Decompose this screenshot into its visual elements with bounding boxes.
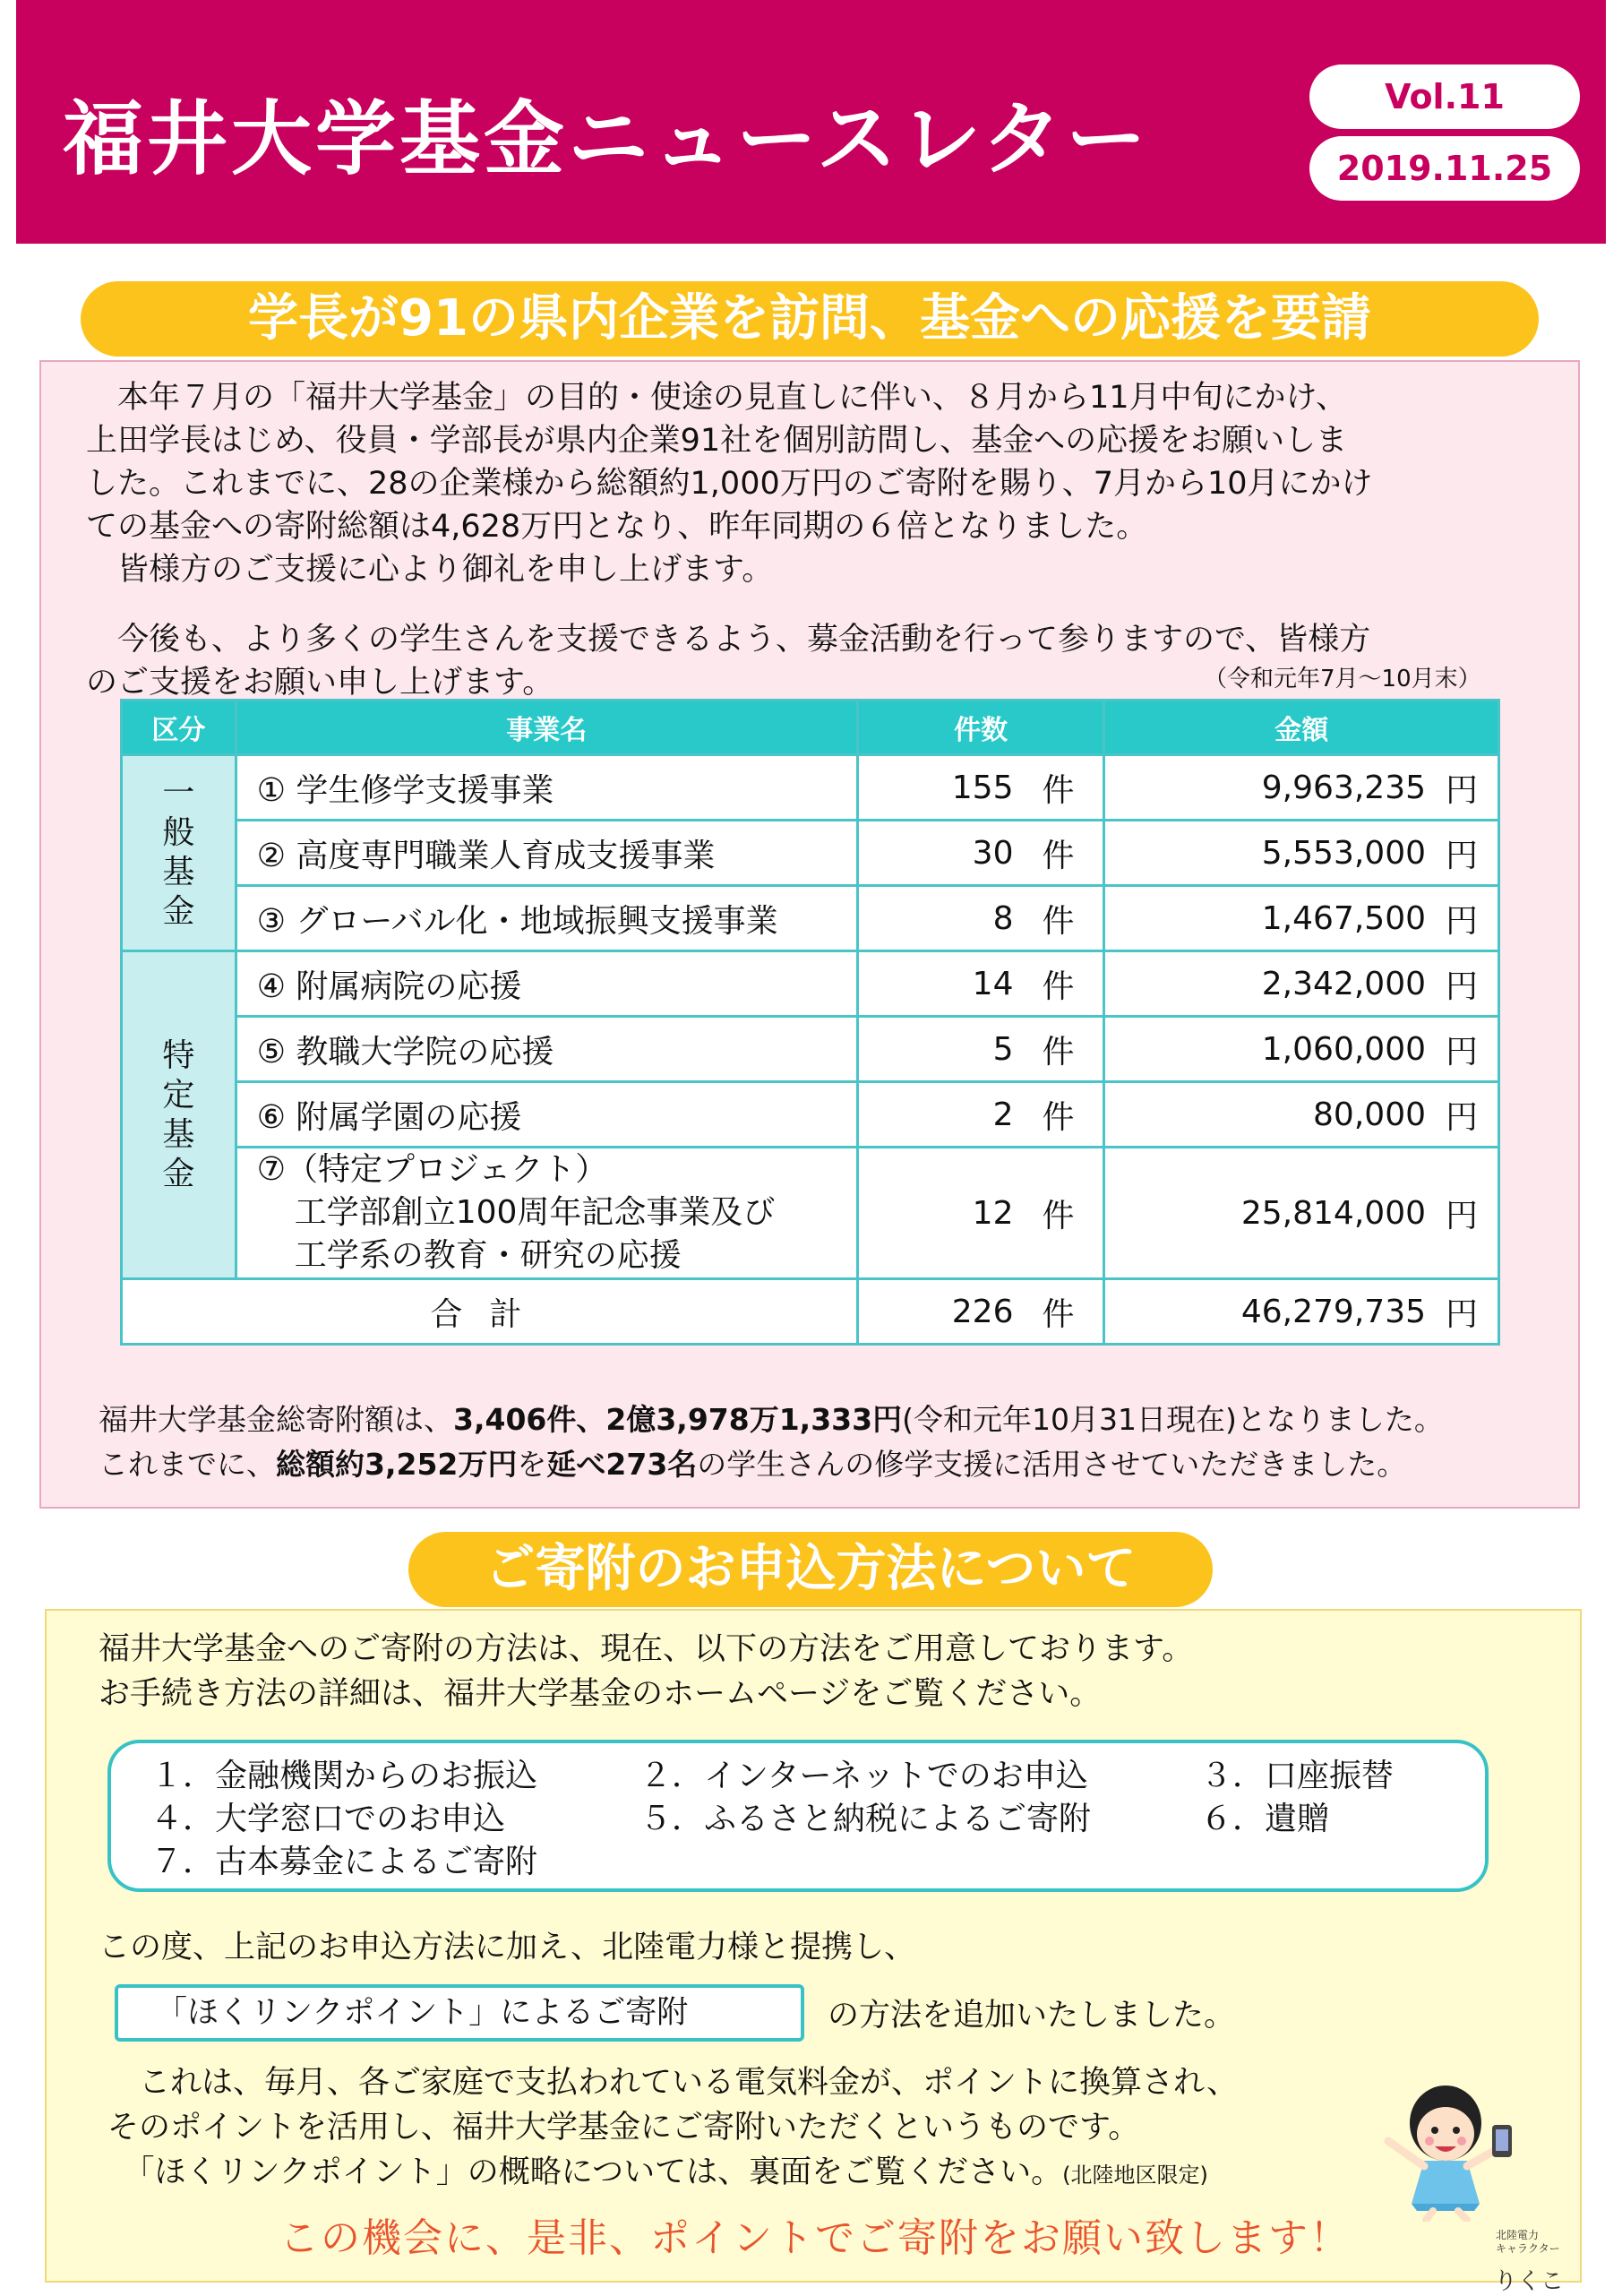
- date-badge: 2019.11.25: [1309, 136, 1580, 201]
- method-item: ２．インターネットでのお申込: [639, 1758, 1088, 1794]
- amount-unit: 円: [1445, 771, 1478, 809]
- project-name: ⑥ 附属学園の応援: [236, 1082, 857, 1148]
- summary-text-part: を: [517, 1447, 547, 1482]
- total-count: 226: [951, 1293, 1014, 1330]
- amount-value: 80,000: [1313, 1096, 1426, 1133]
- project-name: ⑤ 教職大学院の応援: [236, 1017, 857, 1082]
- category-label-char: 金: [162, 893, 195, 930]
- table-row: [122, 755, 1499, 821]
- summary-highlight: 3,406件、2億3,978万1,333円: [453, 1402, 903, 1437]
- table-row: [122, 886, 1499, 951]
- project-name: ① 学生修学支援事業: [236, 755, 857, 821]
- amount-unit: 円: [1445, 837, 1478, 874]
- amount-unit: 円: [1445, 1197, 1478, 1234]
- count-unit: 件: [1042, 1098, 1075, 1136]
- project-name-line3: 工学系の教育・研究の応援: [294, 1237, 682, 1274]
- section1-paragraph-1: 本年７月の「福井大学基金」の目的・使途の見直しに伴い、８月から11月中旬にかけ、 上田学長はじめ、役員・学部長が県内企業91社を個別訪問し、基金への応援をお願いしま した。これまでに、28の企業様から総額約1,000万円のご寄附を賜り、7月から10月にかけ ての基金への寄附総額は4,628万円となり、昨年同期の６倍となりました。 皆様方のご支援に心より御礼を申し上げます。: [86, 380, 1373, 588]
- amount-value: 25,814,000: [1240, 1194, 1426, 1232]
- category-label-char: 般: [162, 814, 195, 851]
- table-header: 件数: [857, 701, 1104, 755]
- count-value: 12: [972, 1194, 1014, 1232]
- table-header-row: [122, 701, 1499, 755]
- project-name: ③ グローバル化・地域振興支援事業: [236, 886, 857, 951]
- volume-badge: Vol.11: [1309, 64, 1580, 129]
- count-value: 5: [992, 1030, 1014, 1068]
- amount-unit: 円: [1445, 1033, 1478, 1071]
- table-row: [122, 951, 1499, 1017]
- method-added-text: の方法を追加いたしました。: [828, 1998, 1236, 2034]
- count-value: 14: [972, 965, 1014, 1002]
- donation-methods-box: [107, 1740, 1489, 1892]
- description-text: これは、毎月、各ご家庭で支払われている電気料金が、ポイントに換算され、 そのポイントを活用し、福井大学基金にご寄附いただくというものです。 「ほくリンクポイント」の概略については、裏面をご覧ください。: [107, 2065, 1239, 2190]
- category-specific: [122, 951, 236, 1279]
- method-item: ４．大学窓口でのお申込: [150, 1801, 506, 1837]
- table-total-row: [122, 1279, 1499, 1345]
- summary-text-part: (令和元年10月31日現在)となりました。: [902, 1402, 1444, 1437]
- section2-intro: 福井大学基金へのご寄附の方法は、現在、以下の方法をご用意しております。 お手続き方法の詳細は、福井大学基金のホームページをご覧ください。: [99, 1631, 1194, 1712]
- count-value: 30: [972, 834, 1014, 872]
- amount-value: 9,963,235: [1261, 769, 1426, 806]
- project-name-line2: 工学部創立100周年記念事業及び: [294, 1194, 776, 1231]
- summary-text-part: の学生さんの修学支援に活用させていただきました。: [697, 1447, 1407, 1482]
- region-note: (北陸地区限定): [1062, 2163, 1208, 2188]
- count-value: 2: [992, 1096, 1014, 1133]
- count-value: 8: [992, 899, 1014, 937]
- project-name: ⑦（特定プロジェクト）: [256, 1151, 608, 1188]
- table-row: [122, 1148, 1499, 1279]
- category-label-char: 金: [162, 1155, 195, 1192]
- mascot-illustration: [1370, 2069, 1540, 2222]
- count-unit: 件: [1042, 1033, 1075, 1071]
- section2-heading: ご寄附のお申込方法について: [408, 1532, 1213, 1607]
- summary-highlight: 延べ273名: [546, 1447, 698, 1482]
- table-header: 区分: [122, 701, 236, 755]
- count-value: 155: [951, 769, 1014, 806]
- count-unit: 件: [1042, 771, 1075, 809]
- table-row: [122, 821, 1499, 886]
- table-header: 金額: [1104, 701, 1499, 755]
- total-label: [122, 1279, 858, 1345]
- section1-heading: 学長が91の県内企業を訪問、基金への応援を要請: [81, 281, 1539, 357]
- amount-value: 1,060,000: [1261, 1030, 1426, 1068]
- category-general: [122, 755, 236, 951]
- total-label-text: 合計: [430, 1295, 549, 1333]
- count-unit: 件: [1042, 837, 1075, 874]
- donation-table: [120, 699, 1500, 1346]
- amount-value: 5,553,000: [1261, 834, 1426, 872]
- partnership-text: この度、上記のお申込方法に加え、北陸電力様と提携し、: [99, 1930, 916, 1965]
- method-item: ３．口座振替: [1200, 1758, 1395, 1794]
- project-name: ② 高度専門職業人育成支援事業: [236, 821, 857, 886]
- mascot-name: りくこ: [1494, 2268, 1565, 2295]
- category-label-char: 特: [162, 1036, 195, 1074]
- amount-value: 2,342,000: [1261, 965, 1426, 1002]
- amount-unit: 円: [1445, 902, 1478, 940]
- period-note: （令和元年7月～10月末）: [1204, 666, 1481, 692]
- summary-text: [99, 1397, 1444, 1487]
- closing-message: この機会に、是非、ポイントでご寄附をお願い致します！: [279, 2215, 1351, 2261]
- summary-highlight: 総額約3,252万円: [276, 1447, 518, 1482]
- amount-unit: 円: [1445, 1295, 1478, 1333]
- mascot-caption: 北陸電力 キャラクター: [1496, 2229, 1560, 2255]
- count-unit: 件: [1042, 1197, 1075, 1234]
- category-label-char: 基: [162, 1115, 195, 1153]
- count-unit: 件: [1042, 902, 1075, 940]
- category-label-char: 定: [162, 1076, 195, 1114]
- project-name: ④ 附属病院の応援: [236, 951, 857, 1017]
- category-label: [123, 774, 235, 932]
- category-label-char: 基: [162, 854, 195, 890]
- table-header: 事業名: [236, 701, 857, 755]
- count-unit: 件: [1042, 967, 1075, 1005]
- amount-unit: 円: [1445, 967, 1478, 1005]
- amount-unit: 円: [1445, 1098, 1478, 1136]
- hokurin-point-box: 「ほくリンクポイント」によるご寄附: [115, 1984, 804, 2042]
- project-name-multiline: [236, 1148, 857, 1279]
- table-row: [122, 1082, 1499, 1148]
- summary-text-part: これまでに、: [99, 1447, 276, 1482]
- method-item: ５．ふるさと納税によるご寄附: [639, 1801, 1092, 1837]
- count-unit: 件: [1042, 1295, 1075, 1333]
- method-item: ６．遺贈: [1200, 1801, 1330, 1837]
- section1-paragraph-2: 今後も、より多くの学生さんを支援できるよう、募金活動を行って参りますので、皆様方 のご支援をお願い申し上げます。: [86, 622, 1371, 701]
- method-item: ７．古本募金によるご寄附: [150, 1844, 538, 1880]
- hokurin-description: [107, 2060, 1238, 2197]
- newsletter-title: 福井大学基金ニュースレター: [63, 92, 1150, 186]
- summary-text-part: 福井大学基金総寄附額は、: [99, 1402, 453, 1437]
- category-label-char: 一: [162, 775, 195, 812]
- total-amount: 46,279,735: [1240, 1293, 1426, 1330]
- method-item: １．金融機関からのお振込: [150, 1758, 538, 1794]
- table-row: [122, 1017, 1499, 1082]
- category-label: [123, 1036, 235, 1194]
- amount-value: 1,467,500: [1261, 899, 1426, 937]
